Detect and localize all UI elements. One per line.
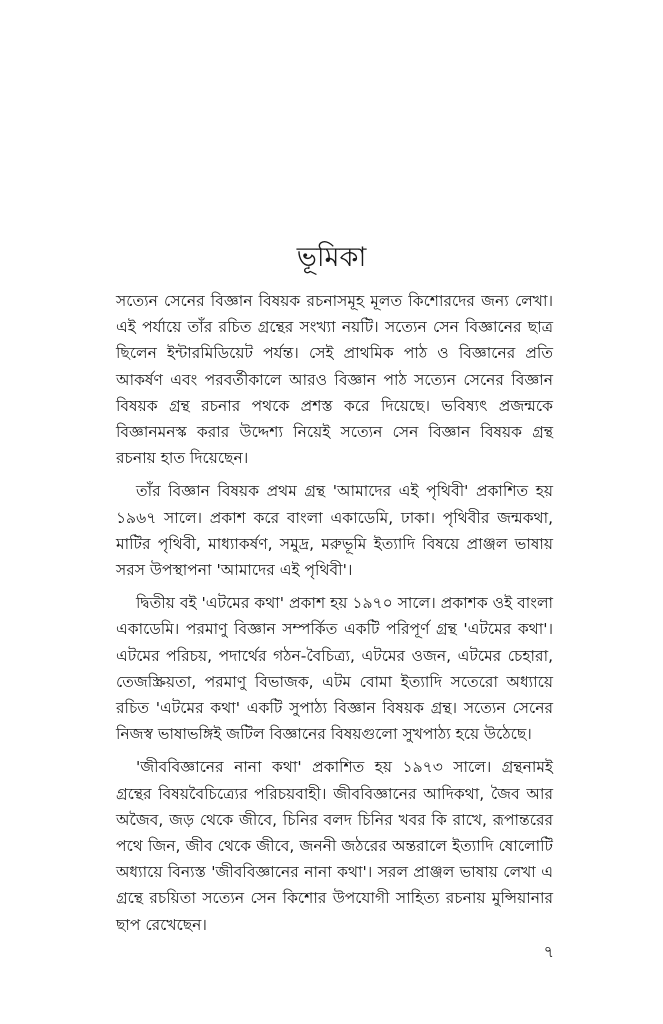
paragraph-3: দ্বিতীয় বই 'এটমের কথা' প্রকাশ হয় ১৯৭০ সালে। প্রকাশক ওই বাংলা একাডেমি। পরমাণু বিজ্ঞান সম্পর্কিত একটি পরিপূর্ণ গ্রন্থ 'এটমের কথা'। এটমের পরিচয়, পদার্থের গঠন-বৈচিত্র্য, এটমের ওজন, এটমের চেহারা, তেজস্ক্রিয়তা, পরমাণু বিভাজক, এটম বোমা ইত্যাদি সতেরো অধ্যায়ে রচিত 'এটমের কথা' একটি সুপাঠ্য বিজ্ঞান বিষয়ক গ্রন্থ। সত্যেন সেনের নিজস্ব ভাষাভঙ্গিই জটিল বিজ্ঞানের বিষয়গুলো সুখপাঠ্য হয়ে উঠেছে।	[116, 594, 553, 744]
paragraph-4: 'জীববিজ্ঞানের নানা কথা' প্রকাশিত হয় ১৯৭৩ সালে। গ্রন্থনামই গ্রন্থের বিষয়বৈচিত্র্যের পরিচয়বাহী। জীববিজ্ঞানের আদিকথা, জৈব আর অজৈব, জড় থেকে জীবে, চিনির বলদ চিনির খবর কি রাখে, রূপান্তরের পথে জিন, জীব থেকে জীবে, জননী জঠরের অন্তরালে ইত্যাদি ষোলোটি অধ্যায়ে বিন্যস্ত 'জীববিজ্ঞানের নানা কথা'। সরল প্রাঞ্জল ভাষায় লেখা এ গ্রন্থে রচয়িতা সত্যেন সেন কিশোর উপযোগী সাহিত্য রচনায় মুন্সিয়ানার ছাপ রেখেছেন।	[116, 758, 553, 934]
body-text	[116, 288, 553, 945]
page-number: ৭	[543, 942, 554, 961]
paragraph-1: সত্যেন সেনের বিজ্ঞান বিষয়ক রচনাসমূহ মূলত কিশোরদের জন্য লেখা। এই পর্যায়ে তাঁর রচিত গ্রন্থের সংখ্যা নয়টি। সত্যেন সেন বিজ্ঞানের ছাত্র ছিলেন ইন্টারমিডিয়েট পর্যন্ত। সেই প্রাথমিক পাঠ ও বিজ্ঞানের প্রতি আকর্ষণ এবং পরবর্তীকালে আরও বিজ্ঞান পাঠ সত্যেন সেনের বিজ্ঞান বিষয়ক গ্রন্থ রচনার পথকে প্রশস্ত করে দিয়েছে। ভবিষ্যৎ প্রজন্মকে বিজ্ঞানমনস্ক করার উদ্দেশ্য নিয়েই সত্যেন সেন বিজ্ঞান বিষয়ক গ্রন্থ রচনায় হাত দিয়েছেন।	[116, 292, 553, 468]
paragraph-2: তাঁর বিজ্ঞান বিষয়ক প্রথম গ্রন্থ 'আমাদের এই পৃথিবী' প্রকাশিত হয় ১৯৬৭ সালে। প্রকাশ করে বাংলা একাডেমি, ঢাকা। পৃথিবীর জন্মকথা, মাটির পৃথিবী, মাধ্যাকর্ষণ, সমুদ্র, মরুভূমি ইত্যাদি বিষয়ে প্রাঞ্জল ভাষায় সরস উপস্থাপনা 'আমাদের এই পৃথিবী'।	[116, 482, 553, 580]
page-title: ভূমিকা	[296, 242, 367, 273]
